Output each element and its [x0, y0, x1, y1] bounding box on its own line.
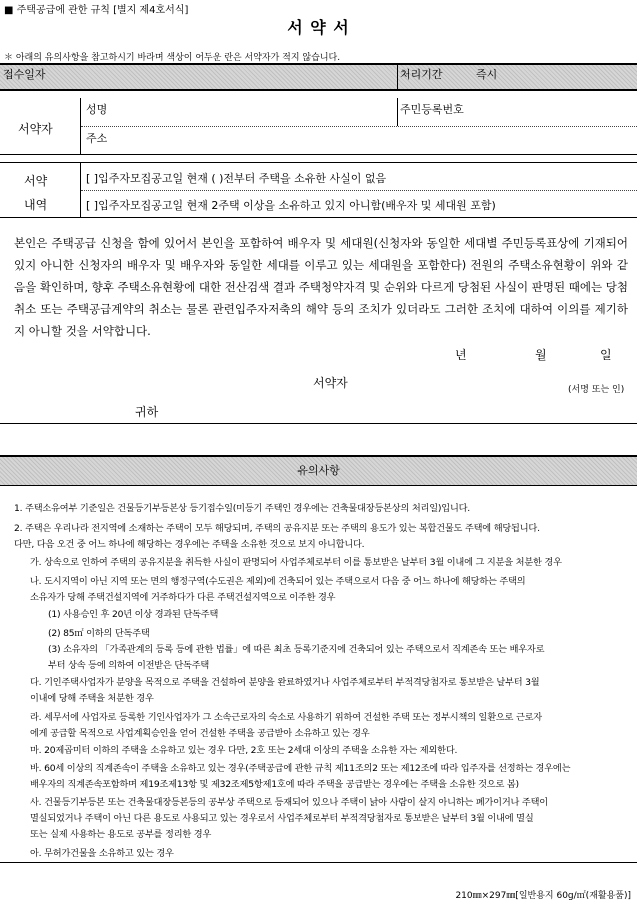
id-divider: [397, 98, 398, 126]
note-line: (2) 85㎡ 이하의 단독주택: [48, 628, 150, 639]
note-line: 다. 기인주택사업자가 분양을 목적으로 주택을 건설하여 분양을 완료하였거나 사업주체로부터 부적격당첨자로 통보받은 날부터 3월: [30, 677, 540, 688]
note-line: 부터 상속 등에 의하여 이전받은 단독주택: [48, 660, 210, 671]
resident-id-field[interactable]: [400, 116, 634, 126]
addressee-field[interactable]: [14, 403, 132, 419]
signature-field[interactable]: [360, 374, 560, 390]
note-line: 소유자가 당해 주택건설지역에 거주하다가 다른 주택건설지역으로 이주한 경우: [30, 592, 336, 603]
day-field[interactable]: [555, 346, 597, 362]
note-line: 라. 세무서에 사업자로 등록한 기인사업자가 그 소속근로자의 숙소로 사용하기 위하여 건설한 주택 또는 정부시책의 일환으로 근로자: [30, 712, 542, 723]
note-line: 나. 도시지역이 아닌 지역 또는 면의 행정구역(수도권은 제외)에 건축되어 있는 주택으로서 다음 중 어느 하나에 해당하는 주택의: [30, 576, 526, 587]
pledger-bottom-border: [0, 154, 637, 155]
notes-header-bottom: [0, 485, 637, 486]
signer-label: 서약자: [313, 376, 348, 390]
note-line: 2. 주택은 우리나라 전지역에 소재하는 주택이 모두 해당되며, 주택의 공유지분 또는 주택의 용도가 있는 복합건물도 주택에 해당됩니다.: [14, 523, 540, 534]
receipt-row: [0, 65, 637, 89]
note-line: 또는 실제 사용하는 용도로 공부를 정리한 경우: [30, 829, 212, 840]
name-field[interactable]: [86, 116, 396, 126]
option-no-ownership[interactable]: [ ]입주자모집공고일 현재 ( )전부터 주택을 소유한 사실이 없음: [86, 172, 387, 185]
details-label-2: 내역: [24, 198, 48, 212]
sign-hint: (서명 또는 인): [568, 385, 625, 395]
paper-spec: 210㎜×297㎜[일반용지 60g/㎡(재활용품)]: [455, 891, 631, 901]
note-line: 이내에 당해 주택을 처분한 경우: [30, 693, 154, 704]
notes-top-border: [0, 423, 637, 424]
page-title: 서 약 서: [287, 18, 350, 37]
note-line: 1. 주택소유여부 기준일은 건물등기부등본상 등기접수일(미등기 주택인 경우에는 건축물대장등본상의 처리일)입니다.: [14, 503, 471, 514]
notes-header-top: [0, 455, 637, 457]
note-line: 다만, 다음 오건 중 어느 하나에 해당하는 경우에는 주택을 소유한 것으로 보지 아니합니다.: [14, 539, 365, 550]
note-line: 가. 상속으로 인하여 주택의 공유지분을 취득한 사실이 판명되어 사업주체로부터 이를 통보받은 날부터 3월 이내에 그 지분을 처분한 경우: [30, 557, 562, 568]
day-label: 일: [600, 348, 612, 362]
month-field[interactable]: [480, 346, 530, 362]
note-line: 멸실되었거나 주택이 아닌 다른 용도로 사용되고 있는 경우로서 사업주체로부터 부적격당첨자로 통보받은 날부터 3월 이내에 멸실: [30, 813, 534, 824]
address-field[interactable]: [86, 143, 634, 153]
pledge-body: [14, 232, 628, 342]
note-line: 에게 공급할 목적으로 사업계획승인을 얻어 건설한 주택을 공급받아 소유하고 있는 경우: [30, 728, 370, 739]
note-line: 바. 60세 이상의 직계존속이 주택을 소유하고 있는 경우(주택공급에 관한 규칙 제11조의2 또는 제12조에 따라 입주자를 선정하는 경우에는: [30, 763, 571, 774]
pledger-section-label: 서약자: [18, 122, 53, 136]
option-not-multiple-homes[interactable]: [ ]입주자모집공고일 현재 2주택 이상을 소유하고 있지 아니함(배우자 및 세대원 포함): [86, 199, 496, 212]
addressee-label: 귀하: [135, 405, 159, 419]
processing-period-value: 즉시: [476, 68, 498, 81]
details-top-border: [0, 162, 637, 163]
note-line: 사. 건물등기부등본 또는 건축물대장등본등의 공부상 주택으로 등재되어 있으나 주택이 낡아 사람이 살지 아니하는 폐가이거나 주택이: [30, 797, 548, 808]
receipt-bottom-border: [0, 89, 637, 91]
processing-period-label: 처리기간: [400, 68, 443, 81]
resident-id-label: 주민등록번호: [400, 103, 464, 116]
note-line: 배우자의 직계존속포함하며 제19조제13항 및 제32조제5항제1호에 따라 주택을 공급받는 경우에는 주택을 소유한 것으로 봄): [30, 779, 519, 790]
receipt-date-label: 접수일자: [3, 68, 46, 81]
notes-bottom-border: [0, 862, 637, 863]
note-line: (3) 소유자의 「가족관계의 등록 등에 관한 법률」에 따른 최초 등록기준지에 건축되어 있는 주택으로서 직계존속 또는 배우자로: [48, 644, 545, 655]
note-line: 마. 20제곱미터 이하의 주택을 소유하고 있는 경우 다만, 2호 또는 2세대 이상의 주택을 소유한 자는 제외한다.: [30, 745, 458, 756]
address-separator: [81, 126, 637, 127]
address-label: 주소: [86, 132, 108, 145]
receipt-divider: [397, 65, 398, 89]
note-line: (1) 사용승인 후 20년 이상 경과된 단독주택: [48, 609, 219, 620]
form-reference: ■ 주택공급에 관한 규칙 [별지 제4호서식]: [4, 5, 189, 16]
year-field[interactable]: [400, 346, 450, 362]
pledge-paragraph: 본인은 주택공급 신청을 함에 있어서 본인을 포함하여 배우자 및 세대원(신청자와 동일한 세대별 주민등록표상에 기재되어 있지 아니한 신청자의 배우자 및 배우자와 동일한 세대를 이루고 있는 세대원을 포함한다) 전원의 주택소유현황이 위와 같음을 확인하며, 향후 주택소유현황에 대한 전산검색 결과 주택청약자격 및 순위와 다르게 당첨된 사실이 판명된 때에는 당첨취소 또는 주택공급계약의 취소는 물론 관련입주자저축의 해약 등의 조치가 있더라도 그러한 조치에 대하여 이의를 제기하지 아니할 것을 서약합니다.: [14, 236, 628, 338]
details-label-1: 서약: [24, 174, 48, 188]
details-bottom-border: [0, 217, 637, 218]
details-separator: [81, 190, 637, 191]
month-label: 월: [535, 348, 547, 362]
instruction-text: ＊ 아래의 유의사항을 참고하시기 바라며 색상이 어두운 란은 서약자가 적지 않습니다.: [4, 53, 341, 63]
year-label: 년: [455, 348, 467, 362]
name-label: 성명: [86, 103, 108, 116]
notes-title: 유의사항: [297, 464, 340, 477]
note-line: 아. 무허가건물을 소유하고 있는 경우: [30, 848, 174, 859]
